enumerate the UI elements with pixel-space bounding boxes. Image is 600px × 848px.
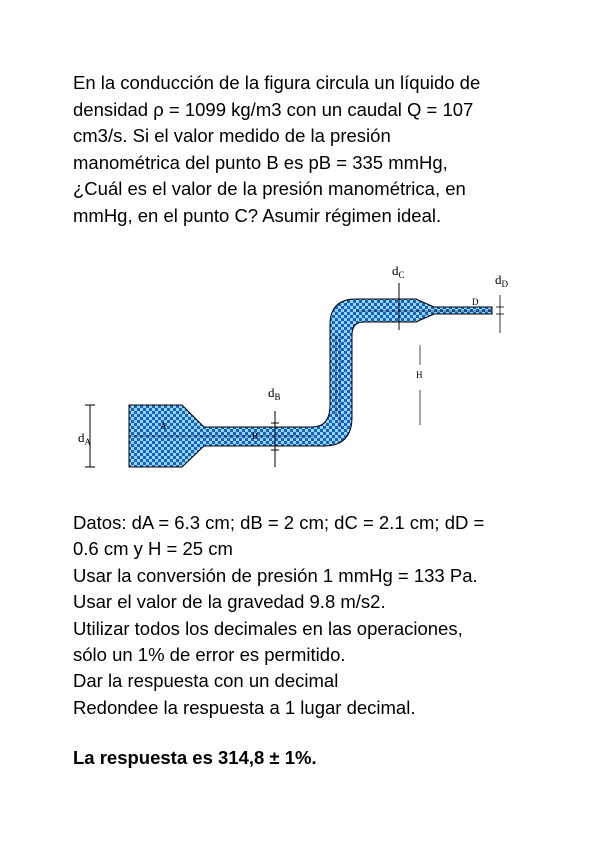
label-dB: $d_B$	[268, 385, 281, 402]
label-point-b: B	[252, 431, 259, 441]
data-line: 0.6 cm y H = 25 cm	[73, 538, 233, 560]
problem-line: ¿Cuál es el valor de la presión manométrica, en	[73, 178, 466, 200]
data-section	[73, 510, 543, 721]
problem-line: cm3/s. Si el valor medido de la presión	[73, 125, 391, 147]
data-line: Datos: dA = 6.3 cm; dB = 2 cm; dC = 2.1 cm; dD =	[73, 512, 485, 533]
problem-statement	[73, 70, 543, 230]
data-line: Usar la conversión de presión 1 mmHg = 133 Pa.	[73, 564, 478, 586]
data-line: Redondee la respuesta a 1 lugar decimal.	[73, 696, 416, 718]
data-line: sólo un 1% de error es permitido.	[73, 644, 346, 666]
data-line: Dar la respuesta con un decimal	[73, 670, 339, 692]
problem-line: En la conducción de la figura circula un líquido de	[73, 72, 481, 93]
problem-line: densidad ρ = 1099 kg/m3 con un caudal Q = 107	[73, 98, 474, 120]
data-line: Usar el valor de la gravedad 9.8 m/s2.	[73, 591, 386, 613]
label-dA: $d_A$	[78, 430, 91, 447]
label-point-a: A	[160, 421, 167, 431]
answer-text: La respuesta es 314,8 ± 1%.	[73, 747, 317, 768]
dimension-dD	[496, 295, 504, 333]
label-dC: $d_C$	[392, 263, 405, 280]
label-point-d: D	[472, 297, 479, 307]
data-line: Utilizar todos los decimales en las operaciones,	[73, 617, 463, 639]
label-H: H	[416, 370, 423, 380]
pipe-figure	[74, 255, 524, 475]
problem-line: manométrica del punto B es pB = 335 mmHg,	[73, 151, 448, 173]
dimension-dA	[85, 405, 95, 467]
pipe-body	[129, 299, 492, 467]
problem-line: mmHg, en el punto C? Asumir régimen ideal.	[73, 204, 442, 226]
label-dD: $d_D$	[495, 272, 508, 289]
